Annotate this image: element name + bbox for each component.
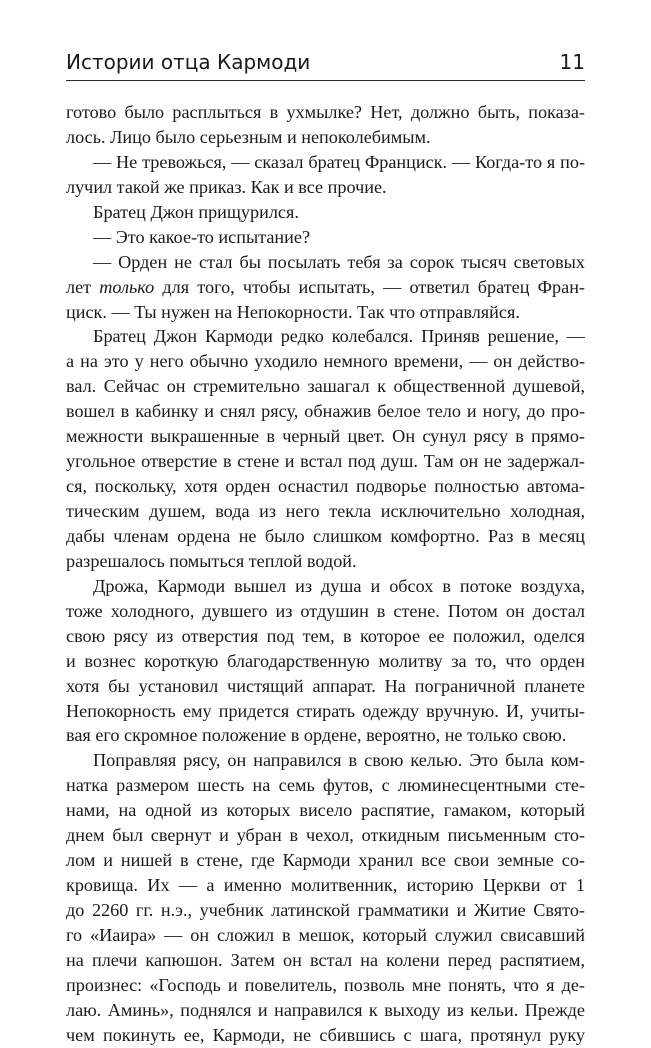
text-line: Поправляя рясу, он направился в свою келью. Это была ком- bbox=[93, 750, 585, 771]
text-line: циск. — Ты нужен на Непокорности. Так что отправляйся. bbox=[66, 301, 520, 322]
text-line: а на это у него обычно уходило немного времени, — он действо- bbox=[66, 351, 585, 372]
running-header bbox=[66, 44, 585, 74]
text-line: на плечи капюшон. Затем он встал на колени перед распятием, bbox=[66, 949, 585, 970]
text-line: тическим душем, вода из него текла исключительно холодная, bbox=[66, 501, 585, 521]
text-line: вал. Сейчас он стремительно зашагал к общественной душевой, bbox=[66, 376, 585, 397]
text-line: Братец Джон прищурился. bbox=[93, 201, 299, 222]
text-line: днем был свернут и убран в чехол, откидным письменным сто- bbox=[66, 825, 585, 846]
text-line: межности выкрашенные в черный цвет. Он сунул рясу в прямо- bbox=[66, 426, 585, 447]
text-line: разрешалось помыться теплой водой. bbox=[66, 550, 357, 571]
text-line: ся, поскольку, хотя орден оснастил подворье полностью автома- bbox=[66, 476, 585, 497]
text-line: вошел в кабинку и снял рясу, обнажив белое тело и ногу, до про- bbox=[66, 401, 585, 422]
header-divider bbox=[66, 80, 585, 81]
text-line: — Это какое-то испытание? bbox=[93, 226, 311, 247]
text-line: вая его скромное положение в ордене, вероятно, не только свою. bbox=[66, 725, 567, 746]
text-line: — Не тревожься, — сказал братец Франциск. — Когда-то я по- bbox=[93, 151, 585, 172]
text-line: го «Иаира» — он сложил в мешок, который служил свисавший bbox=[66, 924, 585, 945]
text-line: Дрожа, Кармоди вышел из душа и обсох в потоке воздуха, bbox=[93, 575, 585, 596]
emphasized-word: только bbox=[99, 276, 155, 297]
text-line: свою рясу из отверстия под тем, в которое ее положил, оделся bbox=[66, 625, 585, 646]
text-fragment: лет bbox=[66, 276, 100, 297]
text-line: лом и нишей в стене, где Кармоди хранил все свои земные со- bbox=[66, 850, 585, 871]
body-text bbox=[66, 100, 585, 1048]
text-line: Непокорность ему придется стирать одежду вручную. И, учиты- bbox=[66, 700, 585, 721]
text-line: кровища. Их — а именно молитвенник, историю Церкви от 1 bbox=[66, 875, 585, 896]
text-line: лось. Лицо было серьезным и непоколебимым. bbox=[66, 126, 431, 147]
text-line: дабы членам ордена не было слишком комфортно. Раз в месяц bbox=[66, 525, 585, 546]
text-line: угольное отверстие в стене и встал под душ. Там он не задержал- bbox=[66, 451, 585, 472]
text-fragment: для того, чтобы испытать, — ответил братец Фран- bbox=[154, 276, 585, 297]
text-line: тоже холодного, дувшего из отдушин в стене. Потом он достал bbox=[66, 600, 585, 621]
text-line: нами, на одной из которых висело распятие, гамаком, который bbox=[66, 800, 585, 821]
text-line: до 2260 гг. н.э., учебник латинской грамматики и Житие Свято- bbox=[66, 900, 585, 920]
page-number: 11 bbox=[559, 50, 585, 74]
text-line: хотя бы установил чистящий аппарат. На пограничной планете bbox=[66, 675, 585, 696]
text-line: произнес: «Господь и повелитель, позволь мне понять, что я де- bbox=[66, 974, 585, 995]
text-line bbox=[66, 275, 585, 300]
book-title: Истории отца Кармоди bbox=[66, 50, 311, 74]
text-line: лаю. Аминь», поднялся и направился к выходу из кельи. Прежде bbox=[66, 999, 585, 1020]
text-line: Братец Джон Кармоди редко колебался. Приняв решение, — bbox=[93, 326, 585, 347]
text-line: натка размером шесть на семь футов, с люминесцентными сте- bbox=[66, 775, 585, 796]
text-line: — Орден не стал бы посылать тебя за сорок тысяч световых bbox=[93, 251, 585, 272]
text-line: и вознес короткую благодарственную молитву за то, что орден bbox=[66, 650, 585, 671]
text-line: чем покинуть ее, Кармоди, не сбившись с шага, протянул руку bbox=[66, 1024, 585, 1045]
text-line: готово было расплыться в ухмылке? Нет, должно быть, показа- bbox=[66, 102, 585, 122]
text-line: лучил такой же приказ. Как и все прочие. bbox=[66, 176, 387, 197]
